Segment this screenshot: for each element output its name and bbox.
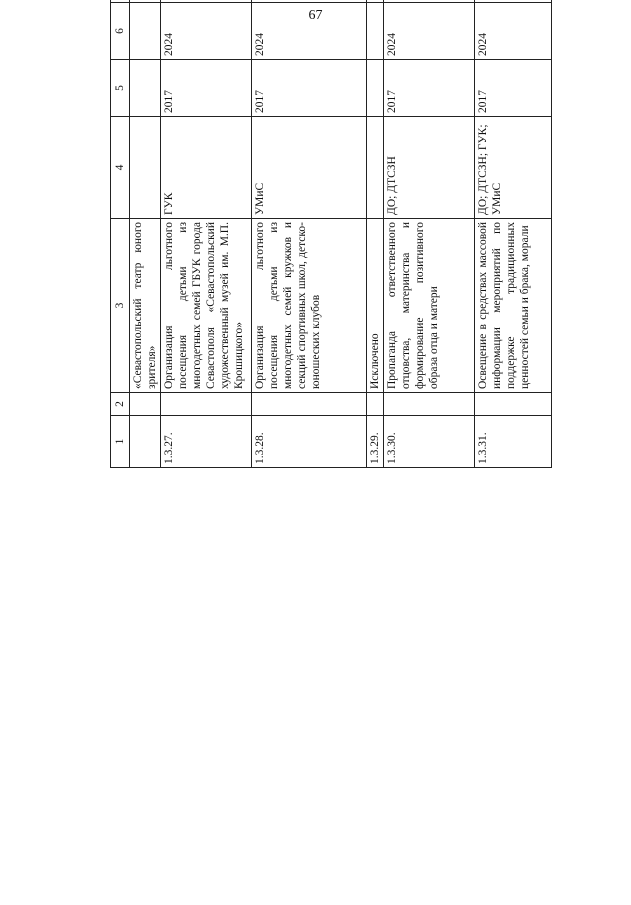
cell-id: 1.3.28.: [252, 416, 367, 468]
cell-col2: [384, 393, 475, 416]
page-number: 67: [308, 8, 323, 23]
header-cell-7: [111, 0, 130, 3]
cell-col2: [252, 393, 367, 416]
cell-id: 1.3.27.: [161, 416, 252, 468]
cell-start: [367, 60, 384, 117]
cell-start: 2017: [161, 60, 252, 117]
cell-result: [161, 0, 252, 3]
header-cell-3: 3: [111, 219, 130, 393]
cell-col2: [367, 393, 384, 416]
cell-result: [384, 0, 475, 3]
table-container: [110, 28, 532, 846]
cell-result: [130, 0, 161, 3]
header-cell-6: 6: [111, 3, 130, 60]
rotated-table-frame: [110, 0, 530, 468]
cell-measure: Пропаганда ответственного отцовства, материнства и формирование позитивного образа отца и матери: [384, 219, 475, 393]
cell-measure: Освещение в средствах массовой информации мероприятий по поддержке традиционных ценностей семьи и брака, морали: [475, 219, 552, 393]
cell-end: 2024: [252, 3, 367, 60]
table-row: [252, 0, 367, 468]
cell-id: [130, 416, 161, 468]
cell-end: [367, 3, 384, 60]
cell-start: 2017: [252, 60, 367, 117]
measures-table: [110, 0, 552, 468]
cell-col2: [161, 393, 252, 416]
cell-id: 1.3.29.: [367, 416, 384, 468]
cell-start: 2017: [384, 60, 475, 117]
cell-id: 1.3.30.: [384, 416, 475, 468]
table-row: [367, 0, 384, 468]
cell-id: 1.3.31.: [475, 416, 552, 468]
cell-measure: «Севастопольский театр юного зрителя»: [130, 219, 161, 393]
cell-start: [130, 60, 161, 117]
header-row: [111, 0, 130, 468]
cell-measure: Организация льготного посещения детьми из многодетных семей кружков и секций спортивных школ, детско-юношеских клубов: [252, 219, 367, 393]
cell-result: [475, 0, 552, 3]
cell-end: 2024: [475, 3, 552, 60]
cell-result: [367, 0, 384, 3]
cell-start: 2017: [475, 60, 552, 117]
continuation-row: [130, 0, 161, 468]
cell-executor: УМиС: [252, 117, 367, 219]
header-cell-2: 2: [111, 393, 130, 416]
cell-measure: Организация льготного посещения детьми из многодетных семей ГБУК города Севастополя «Севастопольский художественный музей им. М.П. Крошицкого»: [161, 219, 252, 393]
header-cell-4: 4: [111, 117, 130, 219]
table-row: [161, 0, 252, 468]
cell-end: [130, 3, 161, 60]
cell-col2: [475, 393, 552, 416]
cell-measure: Исключено: [367, 219, 384, 393]
cell-result: [252, 0, 367, 3]
table-row: [475, 0, 552, 468]
cell-executor: ДО; ДТСЗН: [384, 117, 475, 219]
cell-executor: ДО; ДТСЗН; ГУК; УМиС: [475, 117, 552, 219]
header-cell-5: 5: [111, 60, 130, 117]
table-row: [384, 0, 475, 468]
cell-end: 2024: [384, 3, 475, 60]
cell-executor: ГУК: [161, 117, 252, 219]
cell-end: 2024: [161, 3, 252, 60]
header-cell-1: 1: [111, 416, 130, 468]
cell-col2: [130, 393, 161, 416]
cell-executor: [130, 117, 161, 219]
cell-executor: [367, 117, 384, 219]
